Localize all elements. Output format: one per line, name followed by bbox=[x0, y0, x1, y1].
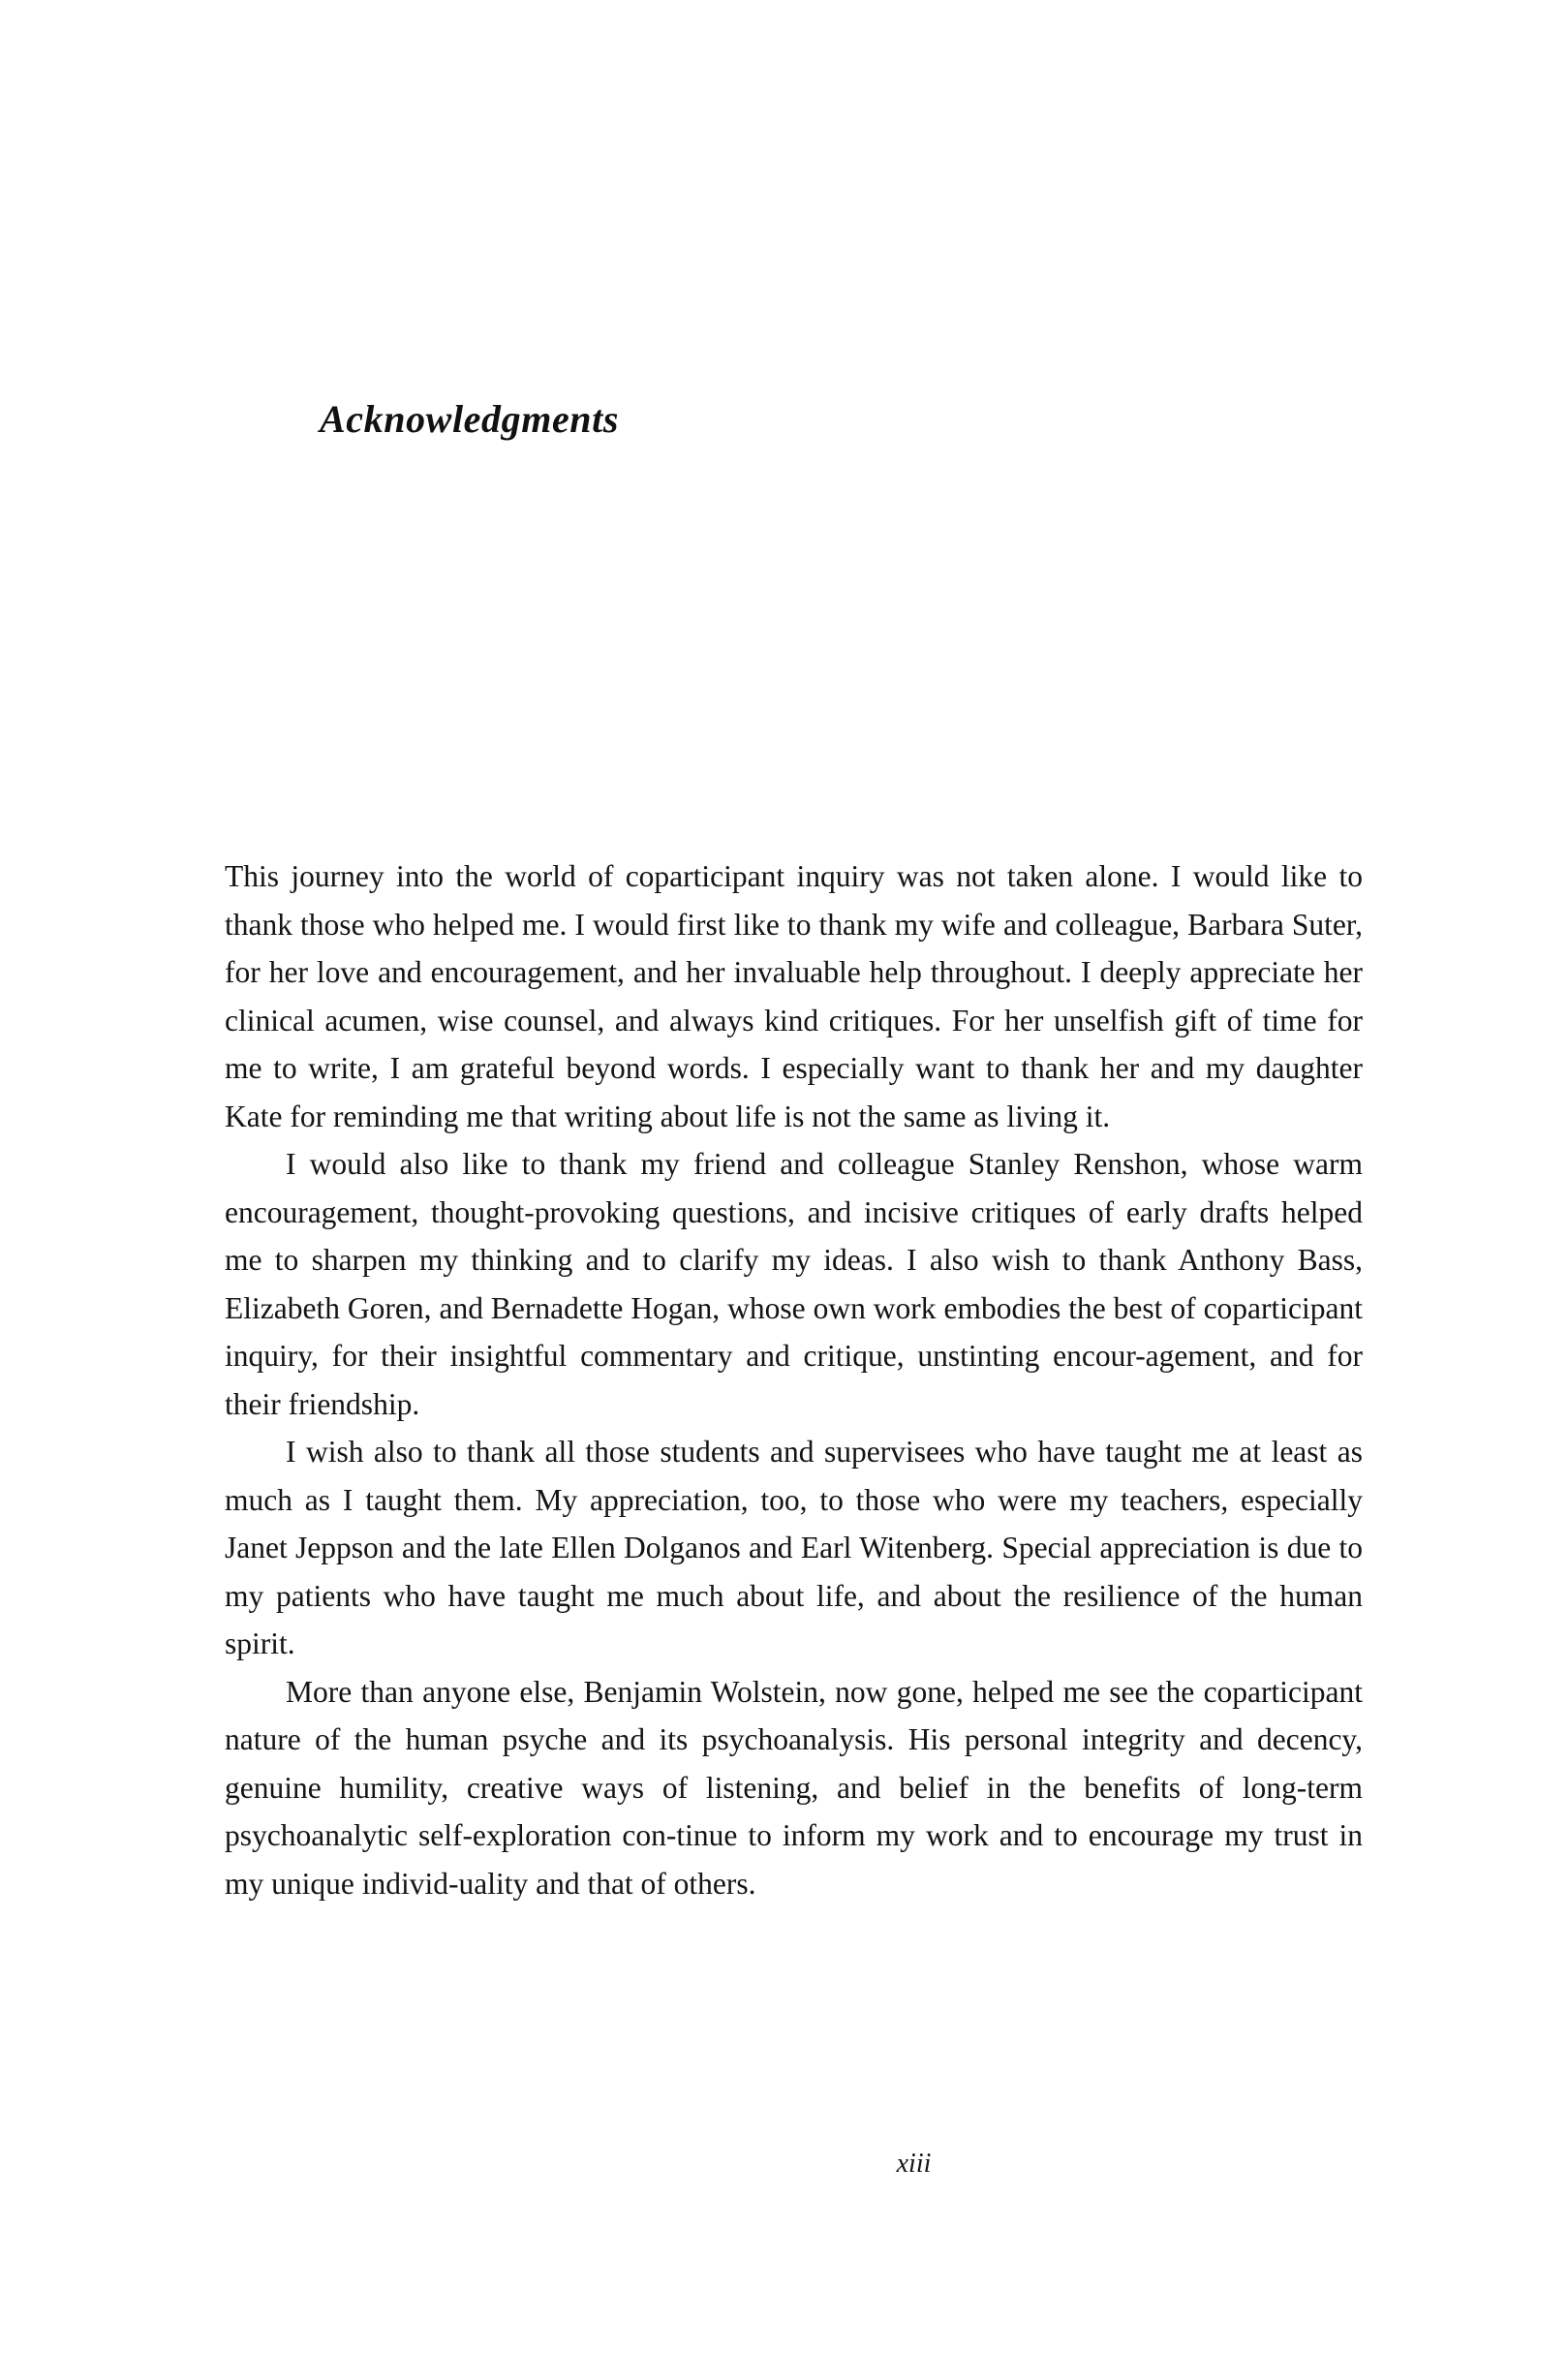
paragraph: This journey into the world of coparticipant inquiry was not taken alone. I would like to thank those who helped me. I would first like to thank my wife and colleague, Barbara Suter, for her love and encouragement, and her invaluable help throughout. I deeply appreciate her clinical acumen, wise counsel, and always kind critiques. For her unselfish gift of time for me to write, I am grateful beyond words. I especially want to thank her and my daughter Kate for reminding me that writing about life is not the same as living it. bbox=[225, 859, 1363, 1133]
paragraph: I would also like to thank my friend and colleague Stanley Renshon, whose warm encouragement, thought-provoking questions, and incisive critiques of early drafts helped me to sharpen my thinking and to clarify my ideas. I also wish to thank Anthony Bass, Elizabeth Goren, and Bernadette Hogan, whose own work embodies the best of coparticipant inquiry, for their insightful commentary and critique, unstinting encour-agement, and for their friendship. bbox=[225, 1147, 1363, 1421]
page-folio bbox=[0, 2149, 1568, 2180]
body-text bbox=[225, 852, 1363, 1907]
paragraph: I wish also to thank all those students and supervisees who have taught me at least as much as I taught them. My appreciation, too, to those who were my teachers, especially Janet Jeppson and the late Ellen Dolganos and Earl Witenberg. Special appreciation is due to my patients who have taught me much about life, and about the resilience of the human spirit. bbox=[225, 1435, 1363, 1660]
page-number: xiii bbox=[896, 2149, 932, 2179]
paragraph: More than anyone else, Benjamin Wolstein, now gone, helped me see the coparticipant nature of the human psyche and its psychoanalysis. His personal integrity and decency, genuine humility, creative ways of listening, and belief in the benefits of long-term psychoanalytic self-exploration con-tinue to inform my work and to encourage my trust in my unique individ-uality and that of others. bbox=[225, 1674, 1363, 1901]
page-title: Acknowledgments bbox=[320, 396, 620, 441]
